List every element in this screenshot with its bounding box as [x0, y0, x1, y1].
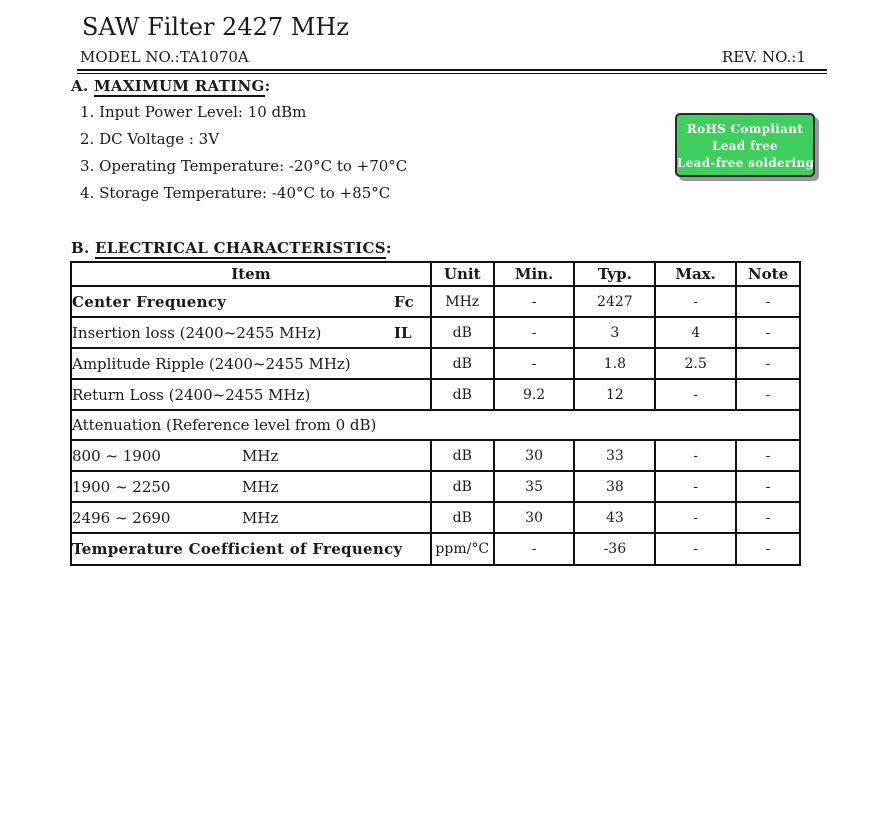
- table-header-row: [71, 262, 800, 286]
- note-cell: -: [736, 440, 800, 471]
- min-cell: 35: [494, 471, 575, 502]
- table-row: [71, 379, 800, 410]
- table-row: [71, 471, 800, 502]
- typ-cell: 3: [574, 317, 655, 348]
- header-note: Note: [736, 262, 800, 286]
- min-cell: -: [494, 348, 575, 379]
- unit-cell: MHz: [431, 286, 494, 317]
- item-cell: [71, 471, 431, 502]
- note-cell: -: [736, 286, 800, 317]
- revision-number: REV. NO.:1: [722, 48, 806, 66]
- max-cell: -: [655, 471, 736, 502]
- item-cell: [71, 502, 431, 533]
- min-cell: 9.2: [494, 379, 575, 410]
- electrical-characteristics-table: [70, 261, 801, 566]
- note-cell: -: [736, 502, 800, 533]
- note-cell: -: [736, 533, 800, 565]
- rohs-badge-line: Lead free: [712, 139, 778, 153]
- item-label: Insertion loss (2400~2455 MHz): [72, 323, 322, 342]
- header-typ: Typ.: [574, 262, 655, 286]
- max-cell: -: [655, 533, 736, 565]
- model-number: MODEL NO.:TA1070A: [80, 48, 249, 66]
- header-item: Item: [71, 262, 431, 286]
- typ-cell: 33: [574, 440, 655, 471]
- unit-cell: dB: [431, 502, 494, 533]
- section-b-heading: B. ELECTRICAL CHARACTERISTICS:: [71, 239, 392, 257]
- unit-cell: dB: [431, 440, 494, 471]
- item-cell: [71, 533, 431, 565]
- note-cell: -: [736, 379, 800, 410]
- min-cell: -: [494, 533, 575, 565]
- header-rule-thin: [77, 73, 827, 74]
- unit-cell: dB: [431, 348, 494, 379]
- min-cell: 30: [494, 440, 575, 471]
- max-cell: 4: [655, 317, 736, 348]
- unit-cell: dB: [431, 471, 494, 502]
- item-cell: [71, 286, 431, 317]
- rating-item: 1. Input Power Level: 10 dBm: [80, 103, 307, 121]
- item-label: 1900 ~ 2250: [72, 477, 171, 496]
- table-row: [71, 440, 800, 471]
- range-unit: MHz: [242, 508, 279, 527]
- item-label: Attenuation (Reference level from 0 dB): [72, 416, 377, 434]
- item-symbol: Fc: [394, 292, 414, 311]
- rating-item: 3. Operating Temperature: -20°C to +70°C: [80, 157, 408, 175]
- unit-cell: ppm/°C: [431, 533, 494, 565]
- item-label: 800 ~ 1900: [72, 446, 161, 465]
- min-cell: -: [494, 317, 575, 348]
- table-row: [71, 502, 800, 533]
- header-unit: Unit: [431, 262, 494, 286]
- table-row: [71, 348, 800, 379]
- item-cell: [71, 348, 431, 379]
- typ-cell: 1.8: [574, 348, 655, 379]
- max-cell: -: [655, 379, 736, 410]
- item-cell: [71, 379, 431, 410]
- rohs-badge-line: RoHS Compliant: [686, 122, 804, 136]
- max-cell: -: [655, 440, 736, 471]
- rohs-badge: [675, 113, 815, 177]
- min-cell: -: [494, 286, 575, 317]
- typ-cell: 2427: [574, 286, 655, 317]
- document-title: SAW Filter 2427 MHz: [82, 13, 349, 41]
- note-cell: -: [736, 348, 800, 379]
- table-row: [71, 533, 800, 565]
- typ-cell: 12: [574, 379, 655, 410]
- item-label: Temperature Coefficient of Frequency: [72, 540, 403, 558]
- note-cell: -: [736, 471, 800, 502]
- typ-cell: -36: [574, 533, 655, 565]
- item-cell: [71, 317, 431, 348]
- rating-item: 2. DC Voltage : 3V: [80, 130, 220, 148]
- attenuation-header-cell: [71, 410, 800, 440]
- min-cell: 30: [494, 502, 575, 533]
- section-a-heading: A. MAXIMUM RATING:: [71, 77, 271, 95]
- item-label: Amplitude Ripple (2400~2455 MHz): [72, 354, 351, 373]
- item-label: Center Frequency: [72, 292, 227, 311]
- section-a-title: MAXIMUM RATING: [93, 77, 265, 95]
- table-row: [71, 317, 800, 348]
- item-symbol: IL: [394, 323, 412, 342]
- max-cell: -: [655, 286, 736, 317]
- section-b-title: ELECTRICAL CHARACTERISTICS: [95, 239, 386, 257]
- table-row: [71, 410, 800, 440]
- item-cell: [71, 440, 431, 471]
- header-rule-thick: [77, 69, 827, 71]
- header-max: Max.: [655, 262, 736, 286]
- max-cell: -: [655, 502, 736, 533]
- note-cell: -: [736, 317, 800, 348]
- typ-cell: 43: [574, 502, 655, 533]
- typ-cell: 38: [574, 471, 655, 502]
- range-unit: MHz: [242, 477, 279, 496]
- item-label: 2496 ~ 2690: [72, 508, 171, 527]
- rohs-badge-line: Lead-free soldering: [677, 156, 815, 170]
- header-min: Min.: [494, 262, 575, 286]
- rating-item: 4. Storage Temperature: -40°C to +85°C: [80, 184, 391, 202]
- table-row: [71, 286, 800, 317]
- unit-cell: dB: [431, 317, 494, 348]
- item-label: Return Loss (2400~2455 MHz): [72, 385, 311, 404]
- unit-cell: dB: [431, 379, 494, 410]
- range-unit: MHz: [242, 446, 279, 465]
- max-cell: 2.5: [655, 348, 736, 379]
